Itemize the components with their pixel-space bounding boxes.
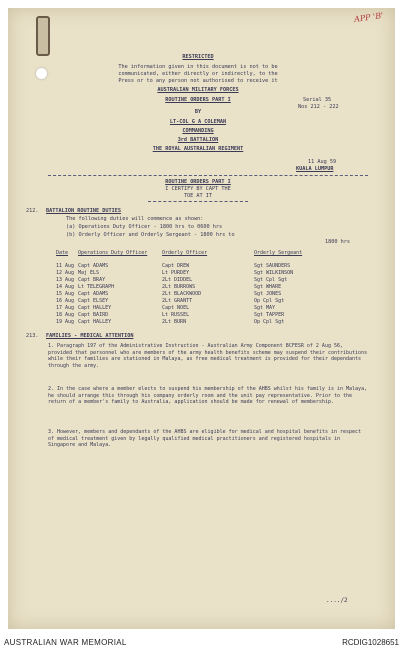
item-213-paragraph-3: 3. However, members and dependants of the AHBS are eligible for medical and hospital benefits in respect of medical treatment given by legally qualified medical practitioners and registered hospitals in Singapore and Malaya. (48, 429, 362, 449)
roster-duty-officer: Capt ELSEY (78, 298, 109, 304)
page-continuation: ..../2 (326, 597, 348, 604)
notice-line-2: communicated, either directly or indirectly, to the (118, 71, 278, 77)
item-212-a: (a) Operations Duty Officer - 1800 hrs to 0600 hrs (66, 224, 223, 230)
by-line: BY (194, 109, 202, 115)
commander-role: COMMANDING (182, 128, 214, 134)
document-page (8, 8, 395, 629)
roster-duty-officer: Lt TELEGRAPH (78, 284, 115, 290)
roster-header-date: Date (56, 250, 69, 256)
roster-orderly-sergeant: Sgt MAY (254, 305, 276, 311)
footer-record-id: RCDIG1028651 (342, 638, 399, 647)
notice-line-3: Press or to any person not authorised to receive it (118, 78, 278, 84)
punch-hole (36, 68, 47, 79)
item-212-b: (b) Orderly Officer and Orderly Sergeant - 1800 hrs to (66, 232, 235, 238)
orders-title: ROUTINE ORDERS PART I (165, 97, 231, 103)
item-213-paragraph-1: 1. Paragraph 197 of the Administrative Instruction - Australian Army Component BCFESR of 2 Aug 56, provided that personnel who are members of the army health benefits scheme may suspend their contributions while their families are stationed in Malaya, as free medical treatment is provided for their dependants through the army. (48, 343, 368, 369)
item-213-paragraph-2: 2. In the case where a member elects to suspend his membership of the AHBS whilst his family is in Malaya, he should arrange this through his company orderly room and the unit pay representative. Prior to the return of a member's family to Australia, application should be made for renewal of membership. (48, 386, 368, 406)
issue-date: 11 Aug 59 (308, 159, 337, 165)
roster-orderly-officer: 2Lt BURROWS (162, 284, 196, 290)
subheader-line-1: ROUTINE ORDERS PART I (165, 179, 231, 185)
roster-duty-officer: Capt BRAY (78, 277, 106, 283)
commander-name: LT-COL G A COLEMAN (169, 119, 227, 125)
roster-orderly-officer: Lt RUSSEL (162, 312, 190, 318)
roster-duty-officer: Capt HALLEY (78, 319, 112, 325)
roster-orderly-sergeant: Op Cpl Sgt (254, 319, 285, 325)
roster-orderly-officer: Lt PURDEY (162, 270, 190, 276)
roster-header-orderly-officer: Orderly Officer (162, 250, 208, 256)
roster-date: 16 Aug (56, 298, 75, 304)
item-213-heading: FAMILIES - MEDICAL ATTENTION (46, 333, 134, 339)
roster-duty-officer: Capt BAIRD (78, 312, 109, 318)
staple (36, 16, 50, 56)
item-212-number: 212. (26, 208, 39, 214)
roster-orderly-officer: 2Lt DIDDEL (162, 277, 193, 283)
roster-date: 11 Aug (56, 263, 75, 269)
handwritten-annotation: APP 'B' (353, 10, 384, 25)
roster-orderly-sergeant: Op Cpl Sgt (254, 298, 285, 304)
roster-orderly-officer: 2Lt GRANTT (162, 298, 193, 304)
item-212-intro: The following duties will commence as shown: (66, 216, 204, 222)
roster-duty-officer: Capt ADAMS (78, 263, 109, 269)
roster-orderly-officer: 2Lt BURN (162, 319, 187, 325)
roster-orderly-sergeant: Sgt TAPPER (254, 312, 285, 318)
roster-orderly-sergeant: Sgt WHARE (254, 284, 282, 290)
subheader-line-2: I CERTIFY BY CAPT THE (165, 186, 231, 192)
classification-mark: RESTRICTED (182, 54, 214, 60)
notice-line-1: The information given in this document is not to be (118, 64, 278, 70)
roster-orderly-officer: 2Lt BLACKWOOD (162, 291, 202, 297)
roster-duty-officer: Capt HALLEY (78, 305, 112, 311)
roster-duty-officer: Capt ADAMS (78, 291, 109, 297)
issue-place: KUALA LUMPUR (296, 166, 334, 172)
roster-date: 18 Aug (56, 312, 75, 318)
subheader-divider (148, 201, 248, 202)
roster-date: 15 Aug (56, 291, 75, 297)
regiment-name: THE ROYAL AUSTRALIAN REGIMENT (152, 146, 244, 152)
item-212-b-cont: 1800 hrs (325, 239, 350, 245)
roster-date: 12 Aug (56, 270, 75, 276)
item-212-heading: BATTALION ROUTINE DUTIES (46, 208, 121, 214)
roster-orderly-sergeant: Sgt Cpl Sgt (254, 277, 288, 283)
subheader-line-3: TOE AT IT (183, 193, 213, 199)
corps-name: AUSTRALIAN MILITARY FORCES (157, 87, 239, 93)
item-213-number: 213. (26, 333, 39, 339)
roster-orderly-sergeant: Sgt WILKINSON (254, 270, 294, 276)
roster-orderly-officer: Capt NOEL (162, 305, 190, 311)
order-numbers: Nos 212 - 222 (298, 104, 339, 110)
roster-date: 13 Aug (56, 277, 75, 283)
roster-orderly-sergeant: Sgt SAUNDERS (254, 263, 291, 269)
roster-orderly-sergeant: Sgt JONES (254, 291, 282, 297)
roster-date: 14 Aug (56, 284, 75, 290)
header-divider (48, 175, 368, 176)
roster-date: 17 Aug (56, 305, 75, 311)
roster-header-duty: Operations Duty Officer (78, 250, 148, 256)
roster-header-orderly-sergeant: Orderly Sergeant (254, 250, 303, 256)
unit-name: 3rd BATTALION (177, 137, 219, 143)
roster-duty-officer: Maj ELS (78, 270, 100, 276)
archive-footer (0, 633, 405, 653)
roster-date: 19 Aug (56, 319, 75, 325)
serial-number: Serial 35 (303, 97, 332, 103)
footer-archive-name: AUSTRALIAN WAR MEMORIAL (4, 638, 127, 647)
roster-orderly-officer: Capt DREW (162, 263, 190, 269)
